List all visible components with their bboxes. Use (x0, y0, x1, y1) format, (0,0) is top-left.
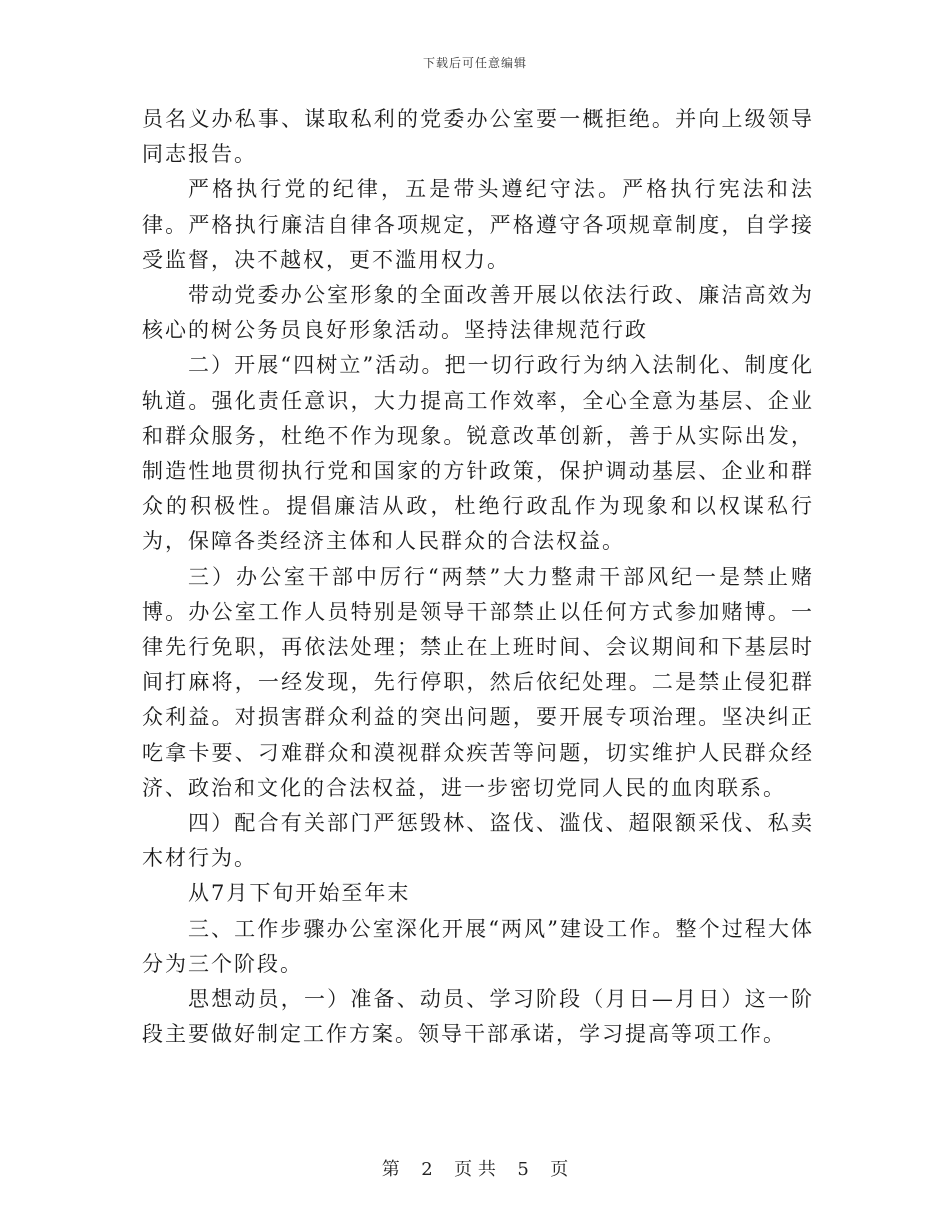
document-body (142, 102, 814, 1052)
footer-suffix: 页 (550, 1159, 569, 1180)
paragraph: 带动党委办公室形象的全面改善开展以依法行政、廉洁高效为核心的树公务员良好形象活动。坚持法律规范行政 (142, 283, 814, 343)
paragraph: 思想动员，一）准备、动员、学习阶段（月日—月日）这一阶段主要做好制定工作方案。领导干部承诺，学习提高等项工作。 (142, 987, 814, 1047)
footer-middle: 页 共 (454, 1159, 496, 1180)
header-note: 下载后可任意编辑 (422, 56, 527, 70)
current-page-number: 2 (421, 1159, 433, 1180)
paragraph: 三）办公室干部中厉行“两禁”大力整肃干部风纪一是禁止赌博。办公室工作人员特别是领导干部禁止以任何方式参加赌博。一律先行免职，再依法处理；禁止在上班时间、会议期间和下基层时间打麻将，一经发现，先行停职，然后依纪处理。二是禁止侵犯群众利益。对损害群众利益的突出问题，要开展专项治理。坚决纠正吃拿卡要、刁难群众和漠视群众疾苦等问题，切实维护人民群众经济、政治和文化的合法权益，进一步密切党同人民的血肉联系。 (142, 564, 814, 800)
paragraph: 四）配合有关部门严惩毁林、盗伐、滥伐、超限额采伐、私卖木材行为。 (142, 811, 814, 871)
paragraph: 三、工作步骤办公室深化开展“两风”建设工作。整个过程大体分为三个阶段。 (142, 916, 814, 976)
paragraph: 严格执行党的纪律，五是带头遵纪守法。严格执行宪法和法律。严格执行廉洁自律各项规定，严格遵守各项规章制度，自学接受监督，决不越权，更不滥用权力。 (142, 177, 814, 272)
paragraph: 二）开展“四树立”活动。把一切行政行为纳入法制化、制度化轨道。强化责任意识，大力提高工作效率，全心全意为基层、企业和群众服务，杜绝不作为现象。锐意改革创新，善于从实际出发，制造性地贯彻执行党和国家的方针政策，保护调动基层、企业和群众的积极性。提倡廉洁从政，杜绝行政乱作为现象和以权谋私行为，保障各类经济主体和人民群众的合法权益。 (142, 353, 814, 554)
paragraph: 从7月下旬开始至年末 (188, 881, 411, 906)
total-pages-number: 5 (517, 1159, 529, 1180)
paragraph: 员名义办私事、谋取私利的党委办公室要一概拒绝。并向上级领导同志报告。 (142, 107, 814, 167)
footer-prefix: 第 (381, 1159, 400, 1180)
page-footer (0, 1155, 950, 1181)
